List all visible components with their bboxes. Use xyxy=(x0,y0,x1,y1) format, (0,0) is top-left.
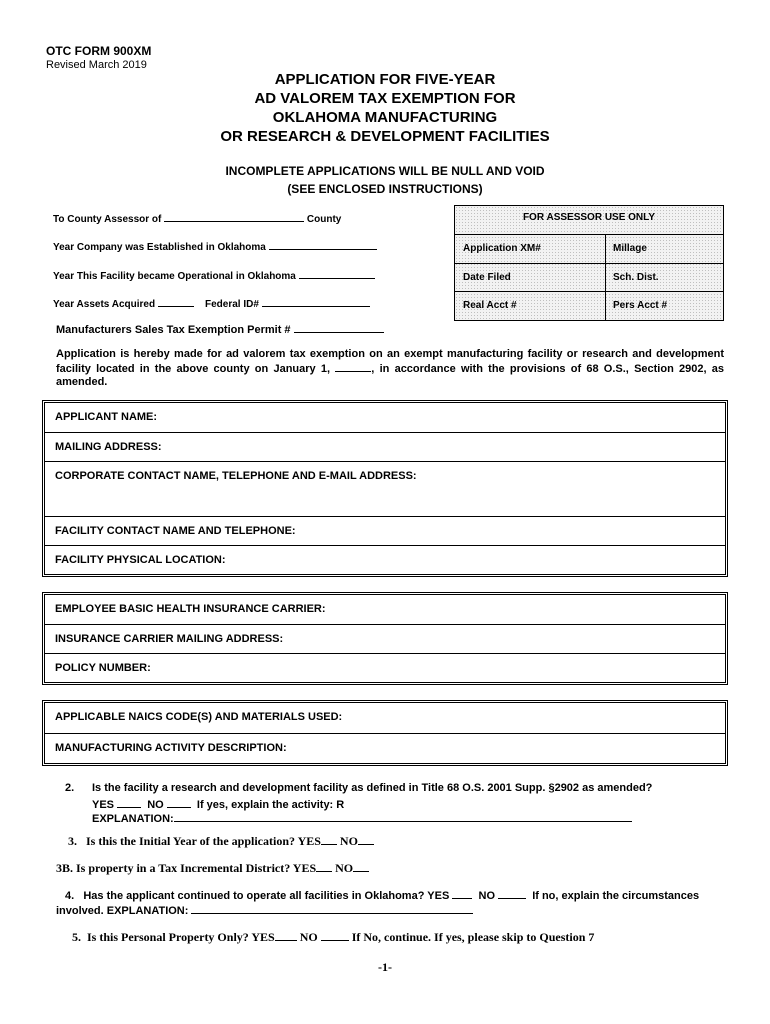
q3-no-input[interactable] xyxy=(358,834,374,845)
form-id: OTC FORM 900XM xyxy=(46,44,152,58)
q4-no-input[interactable] xyxy=(498,888,526,899)
federal-id-input[interactable] xyxy=(262,296,370,307)
year-established-input[interactable] xyxy=(269,239,377,250)
title-line-4: OR RESEARCH & DEVELOPMENT FACILITIES xyxy=(220,128,550,145)
question-2-answers xyxy=(92,797,344,811)
question-3-number: 3. xyxy=(68,834,77,848)
q2-no-input[interactable] xyxy=(167,797,191,808)
federal-id-label: Federal ID# xyxy=(205,299,259,310)
q2-no-label: NO xyxy=(147,799,164,811)
naics-label: APPLICABLE NAICS CODE(S) AND MATERIALS USED: xyxy=(55,711,343,723)
question-4-text: Has the applicant continued to operate all facilities in Oklahoma? YES xyxy=(83,890,450,902)
year-established-label: Year Company was Established in Oklahoma xyxy=(53,242,266,253)
assessor-row-1 xyxy=(455,234,723,263)
facility-contact-row[interactable] xyxy=(45,516,725,545)
naics-row[interactable] xyxy=(45,703,725,733)
notice-line-1: INCOMPLETE APPLICATIONS WILL BE NULL AND VOID xyxy=(225,164,545,178)
county-assessor-field xyxy=(53,211,341,225)
year-assets-field xyxy=(53,296,370,310)
date-filed-label: Date Filed xyxy=(463,272,511,283)
q4-yes-input[interactable] xyxy=(452,888,472,899)
year-operational-input[interactable] xyxy=(299,268,375,279)
carrier-address-label: INSURANCE CARRIER MAILING ADDRESS: xyxy=(55,633,284,645)
q5-yes-input[interactable] xyxy=(275,930,297,941)
statement-part-1: Application is hereby made for ad valorem tax exemption on an exempt manufacturing facility or research and development facility located in the above county on January 1, xyxy=(56,348,724,375)
title-line-1: APPLICATION FOR FIVE-YEAR xyxy=(274,71,496,88)
page-number: -1- xyxy=(378,960,392,974)
question-4-explanation xyxy=(56,903,473,917)
q3b-no-label: NO xyxy=(335,861,354,875)
title-line-2: AD VALOREM TAX EXEMPTION FOR xyxy=(254,90,516,107)
corporate-contact-label: CORPORATE CONTACT NAME, TELEPHONE AND E-MAIL ADDRESS: xyxy=(55,470,417,482)
activity-row[interactable] xyxy=(45,733,725,763)
q3b-yes-input[interactable] xyxy=(316,861,332,872)
question-2-text: Is the facility a research and development facility as defined in Title 68 O.S. 2001 Supp. §2902 as amended? xyxy=(92,782,653,794)
q3-yes-input[interactable] xyxy=(321,834,337,845)
permit-input[interactable] xyxy=(294,322,384,333)
q2-explanation-label: EXPLANATION: xyxy=(92,813,174,825)
question-2-number: 2. xyxy=(65,782,75,794)
pers-acct-label: Pers Acct # xyxy=(613,300,668,311)
title-line-3: OKLAHOMA MANUFACTURING xyxy=(272,109,498,126)
q2-yes-input[interactable] xyxy=(117,797,141,808)
question-5-number: 5. xyxy=(72,930,81,944)
carrier-label: EMPLOYEE BASIC HEALTH INSURANCE CARRIER: xyxy=(55,603,326,615)
q5-tail-text: If No, continue. If yes, please skip to Question 7 xyxy=(351,930,595,944)
q2-explanation-input[interactable] xyxy=(174,811,632,822)
applicant-info-box xyxy=(42,400,728,577)
year-operational-label: Year This Facility became Operational in Oklahoma xyxy=(53,271,296,282)
county-assessor-label: To County Assessor of xyxy=(53,214,162,225)
assessor-row-2 xyxy=(455,263,723,292)
carrier-address-row[interactable] xyxy=(45,624,725,653)
facility-location-row[interactable] xyxy=(45,545,725,574)
notice xyxy=(0,162,770,198)
corporate-contact-row[interactable] xyxy=(45,461,725,516)
q2-explain-label: If yes, explain the activity: R xyxy=(196,799,345,811)
notice-line-2: (SEE ENCLOSED INSTRUCTIONS) xyxy=(287,182,483,196)
year-assets-input[interactable] xyxy=(158,296,194,307)
application-xm-label: Application XM# xyxy=(463,243,541,254)
question-3b xyxy=(56,861,369,876)
q4-tail-text: If no, explain the circumstances xyxy=(532,890,700,902)
assessor-use-table xyxy=(454,205,724,321)
year-input[interactable] xyxy=(335,361,371,372)
question-3-text: Is this the Initial Year of the application? YES xyxy=(86,834,321,848)
year-established-field xyxy=(53,239,377,253)
q4-explanation-input[interactable] xyxy=(191,903,473,914)
facility-location-label: FACILITY PHYSICAL LOCATION: xyxy=(55,554,226,566)
q5-no-label: NO xyxy=(299,930,318,944)
sch-dist-label: Sch. Dist. xyxy=(613,272,659,283)
question-5 xyxy=(72,930,594,945)
question-4 xyxy=(65,888,699,902)
application-statement xyxy=(56,348,724,389)
statement-part-2: , in accordance with the provisions of 68 O.S., Section 2902, as amended. xyxy=(56,363,725,388)
revised-date: Revised March 2019 xyxy=(46,59,147,71)
policy-number-label: POLICY NUMBER: xyxy=(55,662,151,674)
q2-yes-label: YES xyxy=(92,799,115,811)
page-title xyxy=(0,70,770,146)
millage-label: Millage xyxy=(613,243,647,254)
county-input[interactable] xyxy=(164,211,304,222)
q5-no-input[interactable] xyxy=(321,930,349,941)
permit-field xyxy=(56,322,384,336)
county-suffix-label: County xyxy=(306,214,342,225)
applicant-name-row[interactable] xyxy=(45,403,725,432)
assessor-row-3 xyxy=(455,291,723,320)
year-assets-label: Year Assets Acquired xyxy=(53,299,156,310)
mailing-address-row[interactable] xyxy=(45,432,725,461)
q4-no-label: NO xyxy=(478,890,495,902)
facility-contact-label: FACILITY CONTACT NAME AND TELEPHONE: xyxy=(55,525,296,537)
year-operational-field xyxy=(53,268,375,282)
manufacturing-info-box xyxy=(42,700,728,766)
q4-explanation-label: involved. EXPLANATION: xyxy=(56,905,189,917)
activity-label: MANUFACTURING ACTIVITY DESCRIPTION: xyxy=(55,742,287,754)
question-3 xyxy=(68,834,374,849)
q3-no-label: NO xyxy=(339,834,358,848)
carrier-row[interactable] xyxy=(45,595,725,624)
question-4-number: 4. xyxy=(65,890,75,902)
applicant-name-label: APPLICANT NAME: xyxy=(55,411,158,423)
question-5-text: Is this Personal Property Only? YES xyxy=(87,930,275,944)
question-2-explanation xyxy=(92,811,632,825)
assessor-heading: FOR ASSESSOR USE ONLY xyxy=(522,212,656,223)
q3b-no-input[interactable] xyxy=(353,861,369,872)
permit-label: Manufacturers Sales Tax Exemption Permit # xyxy=(56,324,291,336)
mailing-address-label: MAILING ADDRESS: xyxy=(55,441,162,453)
real-acct-label: Real Acct # xyxy=(463,300,517,311)
policy-number-row[interactable] xyxy=(45,653,725,682)
question-3b-text: 3B. Is property in a Tax Incremental District? YES xyxy=(56,861,317,875)
insurance-info-box xyxy=(42,592,728,685)
